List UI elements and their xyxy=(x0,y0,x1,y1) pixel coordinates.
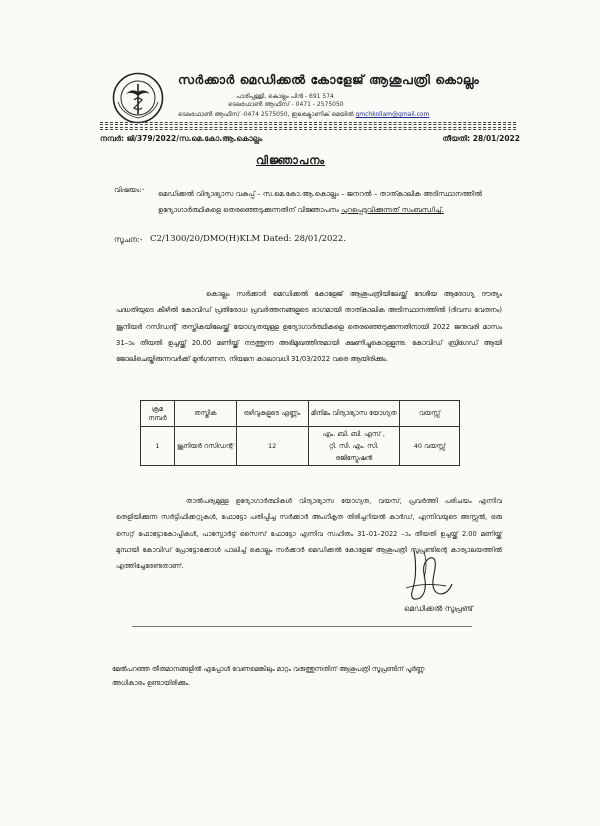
reference-row xyxy=(100,134,520,144)
institution-address: പാരിപ്പള്ളി, കൊല്ലം പിൻ - 691 574 xyxy=(236,93,334,100)
notice-body-paragraph xyxy=(116,286,502,367)
header-qualification: മിനിമം വിദ്യാഭ്യാസ യോഗ്യത xyxy=(308,401,400,427)
cell-vacancies: 12 xyxy=(236,427,308,466)
reference-label: സൂചന:- xyxy=(114,235,143,244)
body-text: കൊല്ലം സർക്കാർ മെഡിക്കൽ കോളേജ് ആശുപത്രിയിലേയ്ക്ക് ദേശീയ ആരോഗ്യ ദൗത്യം പദ്ധതിയുടെ കീഴിൽ കോവിഡ് പ്രതിരോധ പ്രവർത്തനങ്ങളുടെ ഭാഗമായി താത്കാലിക അടിസ്ഥാനത്തിൽ (ദിവസ വേതനം) ജൂനിയർ റസിഡന്റ് തസ്തികയിലേയ്ക്ക് യോഗ്യതയുള്ള ഉദ്യോഗാർത്ഥികളെ തെരഞ്ഞെടുക്കുന്നതിനായി 2022 ജനുവരി മാസം 31–ാം തീയതി ഉച്ചയ്ക്ക് 20.00 മണിയ്ക്ക് നടത്തുന്ന അഭിമുഖത്തിനുമായി ക്ഷണിച്ചുകൊള്ളുന്നു. കോവിഡ് ബ്രിഗേഡ് ആയി ജോലിചെയ്തിരുന്നവർക്ക് മുൻഗണന. നിയമന കാലാവധി 31/03/2022 വരെ ആയിരിക്കും. xyxy=(116,290,502,364)
header-post: തസ്തിക xyxy=(174,401,236,427)
subject-label: വിഷയം:- xyxy=(114,186,145,194)
qualification-line: റ്റി. സി. എം. സി. xyxy=(328,442,379,450)
institution-email: gmchkollam@gmail.com xyxy=(355,111,430,118)
cell-age: 40 വയസ്സ് xyxy=(400,427,460,466)
header-vacancies: ഒഴിവുകളുടെ എണ്ണം xyxy=(236,401,308,427)
subject-text xyxy=(158,186,498,218)
header-divider xyxy=(100,122,516,125)
reference-number: നമ്പർ: ജി/379/2022/സ.മെ.കോ.ആ.കൊല്ലം xyxy=(100,134,263,143)
footer-note: മേൽപറഞ്ഞ തീരുമാനങ്ങളിൽ എപ്പോൾ വേണമെങ്കിലും മാറ്റം വരുത്തുന്നതിന് ആശുപത്രി സൂപ്രണ്ടിന് പൂർണ്ണ അധികാരം ഉണ്ടായിരിക്കും. xyxy=(112,665,425,687)
qualification-line: എം. ബി. ബി. എസ് , xyxy=(322,430,385,438)
header-serial: ക്രമ നമ്പർ xyxy=(141,401,175,427)
institution-phone: ടെലഫോൺ ആഫീസ് - 0471 - 2575050 xyxy=(228,101,344,108)
institution-contact xyxy=(178,111,429,119)
subject-body-underlined: പുറപ്പെടുവിക്കുന്നത് സംബന്ധിച്ച്. xyxy=(341,206,444,214)
table-row xyxy=(141,427,460,466)
contact-prefix: ടെലഫോൺ ആഫീസ് -0474 2575050, ഇലക്ട്രോണിക് മെയിൽ xyxy=(178,111,354,118)
notice-title: വിജ്ഞാപനം xyxy=(256,154,326,167)
reference-date: തീയതി: 28/01/2022 xyxy=(442,134,520,143)
footer-divider xyxy=(132,626,472,627)
header-divider xyxy=(100,127,516,130)
vacancy-table xyxy=(140,400,460,466)
qualification-line: രജിസ്ട്രേഷൻ xyxy=(335,454,373,462)
cell-qualification xyxy=(308,427,400,466)
header-age: വയസ്സ് xyxy=(400,401,460,427)
college-emblem-logo xyxy=(112,72,164,124)
cell-post: ജൂനിയർ റസിഡന്റ് xyxy=(174,427,236,466)
institution-title: സർക്കാർ മെഡിക്കൽ കോളേജ് ആശുപത്രി കൊല്ലം xyxy=(178,72,480,87)
instructions-text: താൽപര്യമുള്ള ഉദ്യോഗാർത്ഥികൾ വിദ്യാഭ്യാസ യോഗ്യത, വയസ്, പ്രവർത്തി പരിചയം എന്നിവ തെളിയിക്കുന്ന സർട്ടിഫിക്കറ്റുകൾ, ഫോട്ടോ പതിപ്പിച്ച സർക്കാർ അംഗീകൃത തിരിച്ചറിയൽ കാർഡ്, എന്നിവയുടെ അസ്സൽ, ഒരു സെറ്റ് ഫോട്ടോകോപ്പികൾ, പാസ്പോർട്ട് സൈസ് ഫോട്ടോ എന്നിവ സഹിതം 31–01–2022 –ാം തീയതി ഉച്ചയ്ക്ക് 2.00 മണിയ്ക്ക് മുമ്പായി കോവിഡ് പ്രോട്ടോക്കോൾ പാലിച്ച് കൊല്ലം സർക്കാർ മെഡിക്കൽ കോളേജ് ആശുപത്രി സൂപ്രണ്ടിന്റെ കാര്യാലയത്തിൽ എത്തിച്ചേരേണ്ടതാണ്. xyxy=(116,497,502,571)
cell-serial: 1 xyxy=(141,427,175,466)
table-header-row xyxy=(141,401,460,427)
reference-code: C2/1300/20/DMO(H)KLM Dated: 28/01/2022. xyxy=(150,234,346,244)
subject-body: മെഡിക്കൽ വിദ്യാഭ്യാസ വകുപ്പ് – സ.മെ.കോ.ആ.കൊല്ലം – ജനറൽ – താത്കാലിക അടിസ്ഥാനത്തിൽ ഉദ്യോഗാർത്ഥികളെ തെരഞ്ഞെടുക്കുന്നതിന് വിജ്ഞാപനം xyxy=(158,190,483,214)
signatory-designation: മെഡിക്കൽ സൂപ്രണ്ട് xyxy=(404,604,473,613)
